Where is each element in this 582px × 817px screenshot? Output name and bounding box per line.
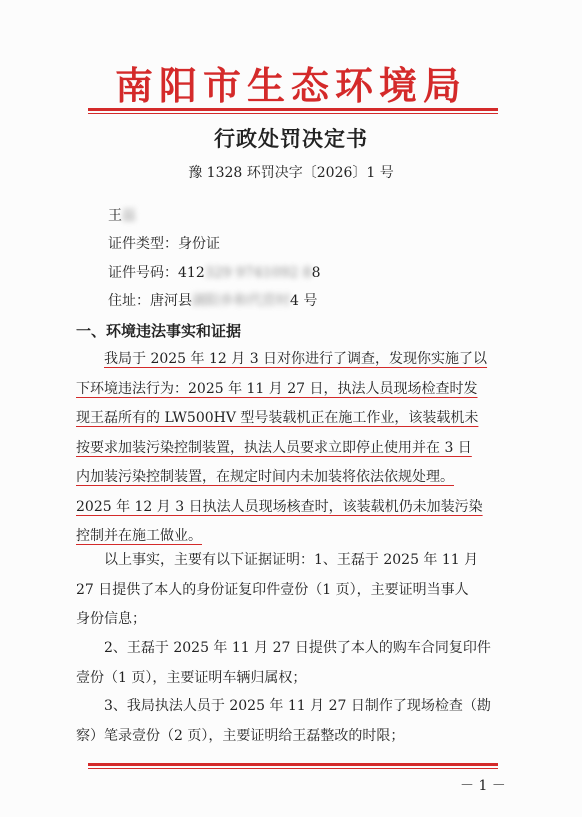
address-label: 住址： (108, 293, 150, 309)
document-number: 豫 1328 环罚决字〔2026〕1 号 (188, 165, 394, 181)
id-type-row (108, 233, 220, 255)
evidence-line: 身份信息； (76, 611, 146, 627)
evidence-paragraph-2 (76, 634, 504, 693)
address-row (108, 290, 317, 312)
section-heading-facts: 一、环境违法事实和证据 (76, 322, 242, 340)
evidence-paragraph-1 (76, 546, 504, 635)
address-tail: 4 号 (290, 293, 318, 309)
evidence-line: 27 日提供了本人的身份证复印件壹份（1 页），主要证明当事人 (76, 581, 469, 598)
id-number-redacted: 329 9741092 8 (204, 265, 312, 281)
address-visible: 唐河县 (150, 293, 192, 309)
id-number-row (108, 262, 321, 284)
agency-name: 南阳市生态环境局 (114, 64, 467, 108)
facts-paragraph (76, 345, 504, 552)
page-number: － 1 － (460, 778, 506, 794)
party-name-redacted: 磊 (122, 208, 136, 224)
party-name-visible: 王 (108, 208, 122, 224)
footer-rule-thick (88, 763, 498, 766)
evidence-line: 察）笔录壹份（2 页），主要证明给王磊整改的时限； (76, 727, 405, 744)
facts-line: 控制并在施工做业。 (76, 528, 202, 544)
facts-line: 2025 年 12 月 3 日执法人员现场核查时，该装载机仍未加装污染 (76, 498, 483, 515)
header-rule-thin (88, 113, 498, 114)
facts-line: 按要求加装污染控制装置，执法人员要求立即停止使用并在 3 日 (76, 439, 472, 456)
footer-rule-thin (88, 768, 498, 769)
facts-line: 现王磊所有的 LW500HV 型号装载机正在施工作业，该装载机未 (76, 410, 479, 426)
id-number-visible: 412 (178, 265, 205, 281)
id-type-label: 证件类型： (108, 236, 178, 252)
evidence-paragraph-3 (76, 692, 504, 751)
id-type-value: 身份证 (178, 236, 220, 252)
address-redacted: 湖阳乡和代营村 (192, 293, 290, 309)
facts-line: 内加装污染控制装置，在规定时间内未加装将依法依规处理。 (76, 469, 454, 485)
evidence-line: 3、我局执法人员于 2025 年 11 月 27 日制作了现场检查（勘 (104, 698, 491, 714)
id-number-tail: 8 (311, 265, 321, 281)
facts-line: 下环境违法行为：2025 年 11 月 27 日，执法人员现场检查时发 (76, 380, 478, 397)
id-number-label: 证件号码： (108, 265, 178, 281)
header-rule-thick (88, 108, 498, 111)
document-title: 行政处罚决定书 (214, 127, 368, 151)
evidence-line: 以上事实，主要有以下证据证明：1、王磊于 2025 年 11 月 (104, 552, 479, 568)
evidence-line: 壹份（1 页），主要证明车辆归属权； (76, 669, 307, 686)
evidence-line: 2、王磊于 2025 年 11 月 27 日提供了本人的购车合同复印件 (104, 640, 491, 656)
facts-line: 我局于 2025 年 12 月 3 日对你进行了调查，发现你实施了以 (104, 351, 488, 367)
party-name (108, 205, 136, 227)
